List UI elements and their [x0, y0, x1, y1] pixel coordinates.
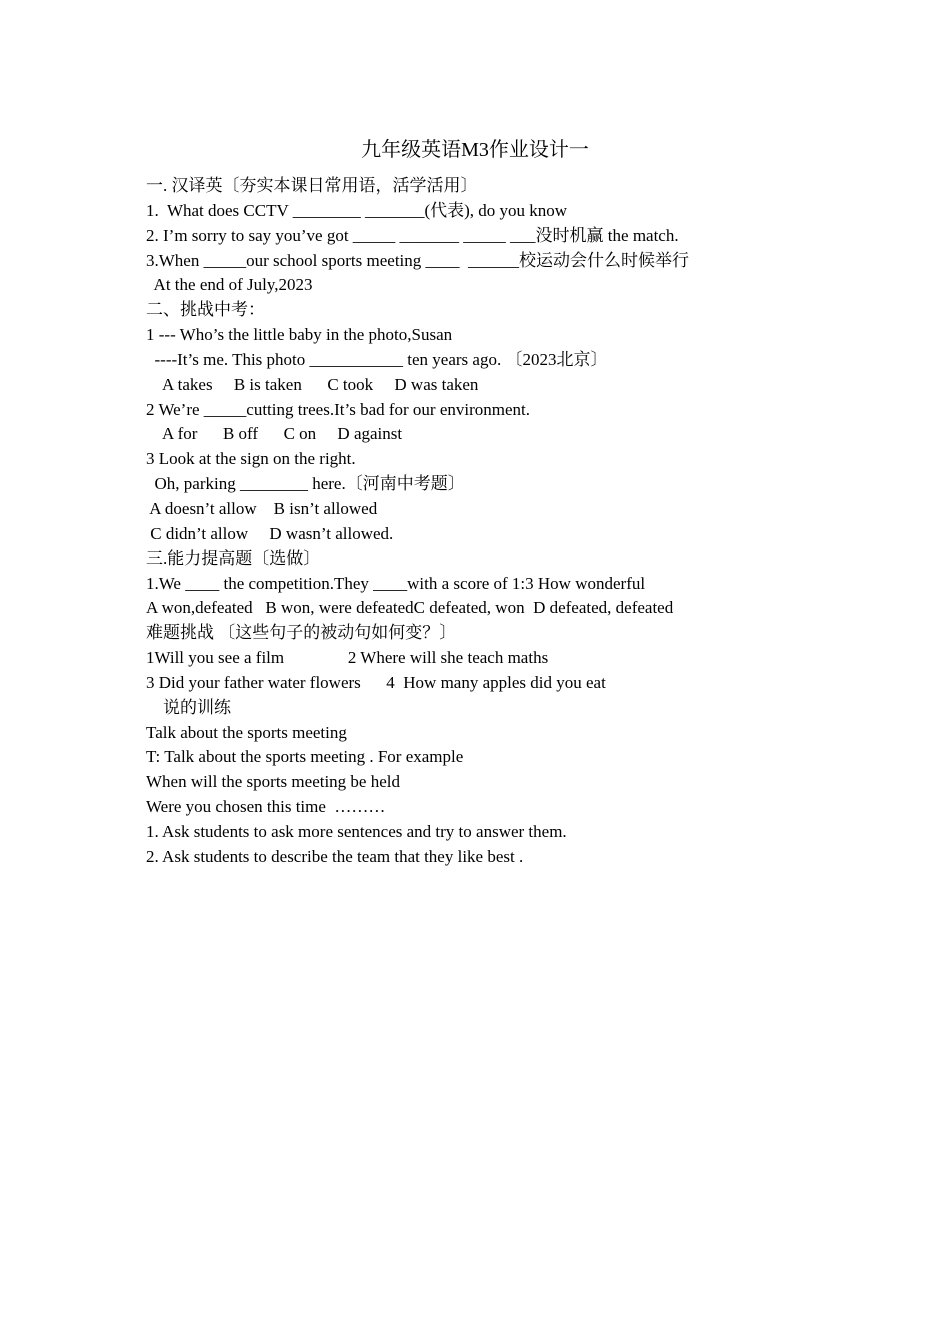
text-line: 难题挑战 〔这些句子的被动句如何变？〕 — [146, 623, 457, 643]
text-line: At the end of July,2023 — [146, 275, 313, 295]
text-line: 1. What does CCTV ________ _______(代表), do you know — [146, 200, 568, 220]
text-line: 2 We’re _____cutting trees.It’s bad for our environment. — [146, 399, 531, 419]
text-line: 3.When _____our school sports meeting ____ ______校运动会什么时候举行 — [146, 250, 690, 270]
text-line: 3 Look at the sign on the right. — [146, 449, 356, 469]
text-line: ----It’s me. This photo ___________ ten years ago. 〔2023北京〕 — [146, 349, 608, 369]
document-body — [146, 174, 806, 870]
text-line: 2. I’m sorry to say you’ve got _____ _______ _____ ___没时机赢 the match. — [146, 225, 679, 245]
text-line: 二、挑战中考： — [146, 300, 265, 320]
text-line: 1.We ____ the competition.They ____with a score of 1:3 How wonderful — [146, 573, 646, 593]
text-line: 一. 汉译英〔夯实本课日常用语，活学活用〕 — [146, 176, 478, 195]
text-line: A doesn’t allow B isn’t allowed — [146, 498, 378, 518]
text-line: Talk about the sports meeting — [146, 722, 347, 742]
text-line: A for B off C on D against — [146, 424, 403, 444]
text-line: When will the sports meeting be held — [146, 772, 400, 792]
text-line: Oh, parking ________ here.〔河南中考题〕 — [146, 474, 465, 494]
text-line: 说的训练 — [146, 697, 231, 717]
text-line: C didn’t allow D wasn’t allowed. — [146, 523, 394, 543]
text-line: Were you chosen this time ……… — [146, 797, 386, 817]
text-line: 1. Ask students to ask more sentences and try to answer them. — [146, 821, 567, 841]
text-line: 三.能力提高题〔选做〕 — [146, 548, 321, 568]
text-line: A won,defeated B won, were defeatedC defeated, won D defeated, defeated — [146, 598, 674, 618]
text-line: 1Will you see a film 2 Where will she teach maths — [146, 648, 549, 668]
text-line: 2. Ask students to describe the team that they like best . — [146, 846, 524, 866]
text-line: 1 --- Who’s the little baby in the photo,Susan — [146, 325, 453, 345]
text-line: A takes B is taken C took D was taken — [146, 374, 479, 394]
page-title: 九年级英语M3作业设计一 — [361, 139, 589, 161]
text-line: T: Talk about the sports meeting . For example — [146, 747, 464, 767]
text-line: 3 Did your father water flowers 4 How many apples did you eat — [146, 672, 606, 692]
